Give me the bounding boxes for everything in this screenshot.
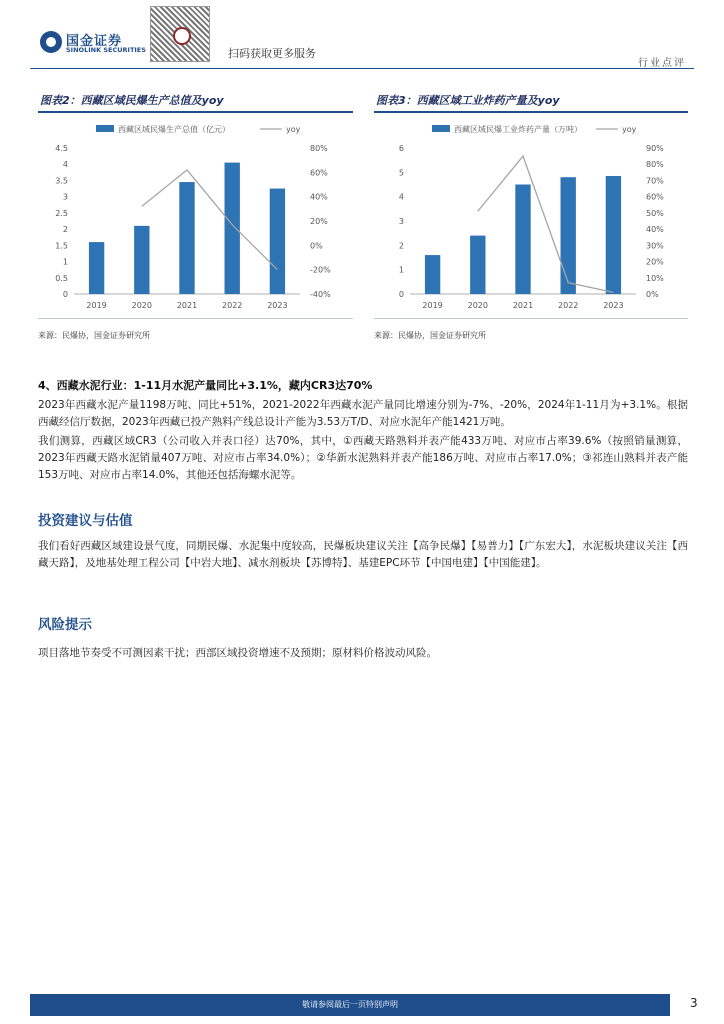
risk-heading: 风险提示: [38, 617, 92, 633]
logo-chinese-name: 国金证券: [66, 34, 123, 49]
figure-2-chart: [38, 114, 353, 314]
chart2-legend-line-label: yoy: [286, 125, 301, 134]
section-4-paragraph-2: 我们测算，西藏区域CR3（公司收入并表口径）达70%，其中，①西藏天路熟料并表产能433万吨、对应市占率39.6%（按照销量测算，2023年西藏天路水泥销量407万吨、对应市占率34.0%）；②华新水泥熟料并表产能186万吨、对应市占率17.0%；③祁连山熟料并表产能153万吨、对应市占率14.0%，其他还包括海螺水泥等。: [38, 435, 688, 481]
chart2-x-tick: 2023: [267, 301, 288, 310]
page-number: 3: [690, 996, 698, 1010]
chart3-bar: [561, 177, 576, 294]
chart2-y-left-tick: 3.5: [55, 176, 68, 186]
investment-heading: 投资建议与估值: [38, 513, 133, 529]
figure-2-bottom-rule: [38, 318, 353, 319]
chart2-x-tick: 2021: [176, 301, 198, 310]
chart2-y-left-tick: 2.5: [55, 208, 68, 218]
chart3-y-right-tick: 20%: [646, 257, 664, 267]
page-header: [0, 0, 724, 70]
chart2-bar: [270, 189, 285, 294]
chart3-x-tick: 2021: [512, 301, 534, 310]
chart3-x-tick: 2020: [467, 301, 488, 310]
chart3-x-tick: 2019: [422, 301, 443, 310]
chart2-y-right-tick: 40%: [310, 192, 328, 202]
chart2-y-left-tick: 0.5: [55, 273, 68, 283]
investment-paragraph: 我们看好西藏区域建设景气度，同期民爆、水泥集中度较高，民爆板块建议关注【高争民爆】【易普力】【广东宏大】，水泥板块建议关注【西藏天路】，及地基处理工程公司【中岩大地】、减水剂板块【苏博特】、基建EPC环节【中国电建】【中国能建】。: [38, 540, 688, 569]
footer-bar: [30, 994, 670, 1016]
section-4-heading: 4、西藏水泥行业：1-11月水泥产量同比+3.1%，藏内CR3达70%: [38, 379, 373, 392]
chart3-y-right-tick: 80%: [646, 160, 664, 170]
figure-3-title: 图表3：西藏区域工业炸药产量及yoy: [376, 94, 560, 107]
chart3-bar: [515, 185, 530, 295]
chart2-y-left-tick: 4.5: [55, 144, 68, 153]
chart3-y-right-tick: 90%: [646, 144, 664, 153]
chart2-legend-bar-label: 西藏区域民爆生产总值（亿元）: [118, 125, 230, 134]
chart2-y-right-tick: 20%: [310, 217, 328, 226]
chart2-bar: [134, 226, 149, 294]
chart3-y-right-tick: 50%: [646, 208, 664, 218]
chart2-y-left-tick: 0: [62, 290, 68, 299]
figure-2-top-rule: [38, 111, 353, 113]
chart2-y-left-tick: 1: [62, 257, 68, 267]
chart2-y-right-tick: 0%: [310, 241, 323, 251]
sinolink-logo-icon: [40, 31, 62, 53]
chart2-y-right-tick: -40%: [310, 290, 331, 299]
figure-2-title: 图表2：西藏区域民爆生产总值及yoy: [40, 94, 224, 107]
chart2-y-right-tick: 60%: [310, 168, 328, 178]
chart2-x-tick: 2020: [131, 301, 152, 310]
chart2-y-left-tick: 4: [62, 160, 68, 170]
chart3-yoy-line: [478, 156, 614, 292]
risk-paragraph: 项目落地节奏受不可测因素干扰；西部区域投资增速不及预期；原材料价格波动风险。: [38, 647, 437, 659]
chart3-y-right-tick: 40%: [646, 225, 664, 235]
header-divider: [30, 68, 694, 69]
chart2-bar: [89, 242, 104, 294]
chart3-x-tick: 2022: [558, 301, 579, 310]
chart2-bar: [225, 163, 240, 294]
figure-3-bottom-rule: [374, 318, 688, 319]
chart3-y-left-tick: 0: [398, 290, 404, 299]
qr-code-icon[interactable]: [150, 6, 210, 62]
chart2-legend-bar-swatch: [96, 125, 114, 132]
chart3-y-right-tick: 10%: [646, 273, 664, 283]
chart2-bar: [179, 182, 194, 294]
figure-3-top-rule: [374, 111, 688, 113]
chart3-y-left-tick: 4: [398, 192, 404, 202]
chart3-y-left-tick: 2: [398, 241, 404, 251]
document-type: 行业点评: [638, 58, 686, 69]
chart3-legend-bar-label: 西藏区域民爆工业炸药产量（万吨）: [454, 125, 582, 134]
figure-2-source: 来源：民爆协，国金证券研究所: [38, 331, 150, 340]
footer-disclaimer[interactable]: 敬请参阅最后一页特别声明: [302, 1000, 398, 1009]
chart3-bar: [425, 255, 440, 294]
figure-3-source: 来源：民爆协，国金证券研究所: [374, 331, 486, 340]
logo-english-name: SINOLINK SECURITIES: [66, 46, 146, 54]
qr-caption: 扫码获取更多服务: [228, 47, 316, 60]
chart3-y-left-tick: 3: [398, 217, 404, 226]
chart3-y-left-tick: 5: [398, 168, 404, 178]
chart2-y-left-tick: 3: [62, 192, 68, 202]
chart2-y-right-tick: 80%: [310, 144, 328, 153]
chart2-y-left-tick: 1.5: [55, 241, 68, 251]
chart3-y-right-tick: 60%: [646, 192, 664, 202]
chart3-y-right-tick: 0%: [646, 290, 659, 299]
chart3-y-left-tick: 1: [398, 265, 404, 275]
chart2-y-left-tick: 2: [62, 225, 68, 235]
chart3-y-right-tick: 30%: [646, 241, 664, 251]
chart3-legend-line-label: yoy: [622, 125, 637, 134]
chart3-bar: [606, 176, 621, 294]
chart2-x-tick: 2022: [222, 301, 243, 310]
figure-3-chart: [374, 114, 688, 314]
chart3-legend-bar-swatch: [432, 125, 450, 132]
chart3-y-right-tick: 70%: [646, 176, 664, 186]
chart3-y-left-tick: 6: [398, 144, 404, 153]
chart3-x-tick: 2023: [603, 301, 624, 310]
chart2-x-tick: 2019: [86, 301, 107, 310]
chart2-yoy-line: [142, 170, 278, 270]
chart2-y-right-tick: -20%: [310, 265, 331, 275]
section-4-paragraph-1: 2023年西藏水泥产量1198万吨、同比+51%，2021-2022年西藏水泥产量同比增速分别为-7%、-20%，2024年1-11月为+3.1%。根据西藏经信厅数据，2023年西藏已投产熟料产线总设计产能为3.53万T/D、对应水泥年产能1421万吨。: [38, 399, 688, 428]
chart3-bar: [470, 236, 485, 294]
